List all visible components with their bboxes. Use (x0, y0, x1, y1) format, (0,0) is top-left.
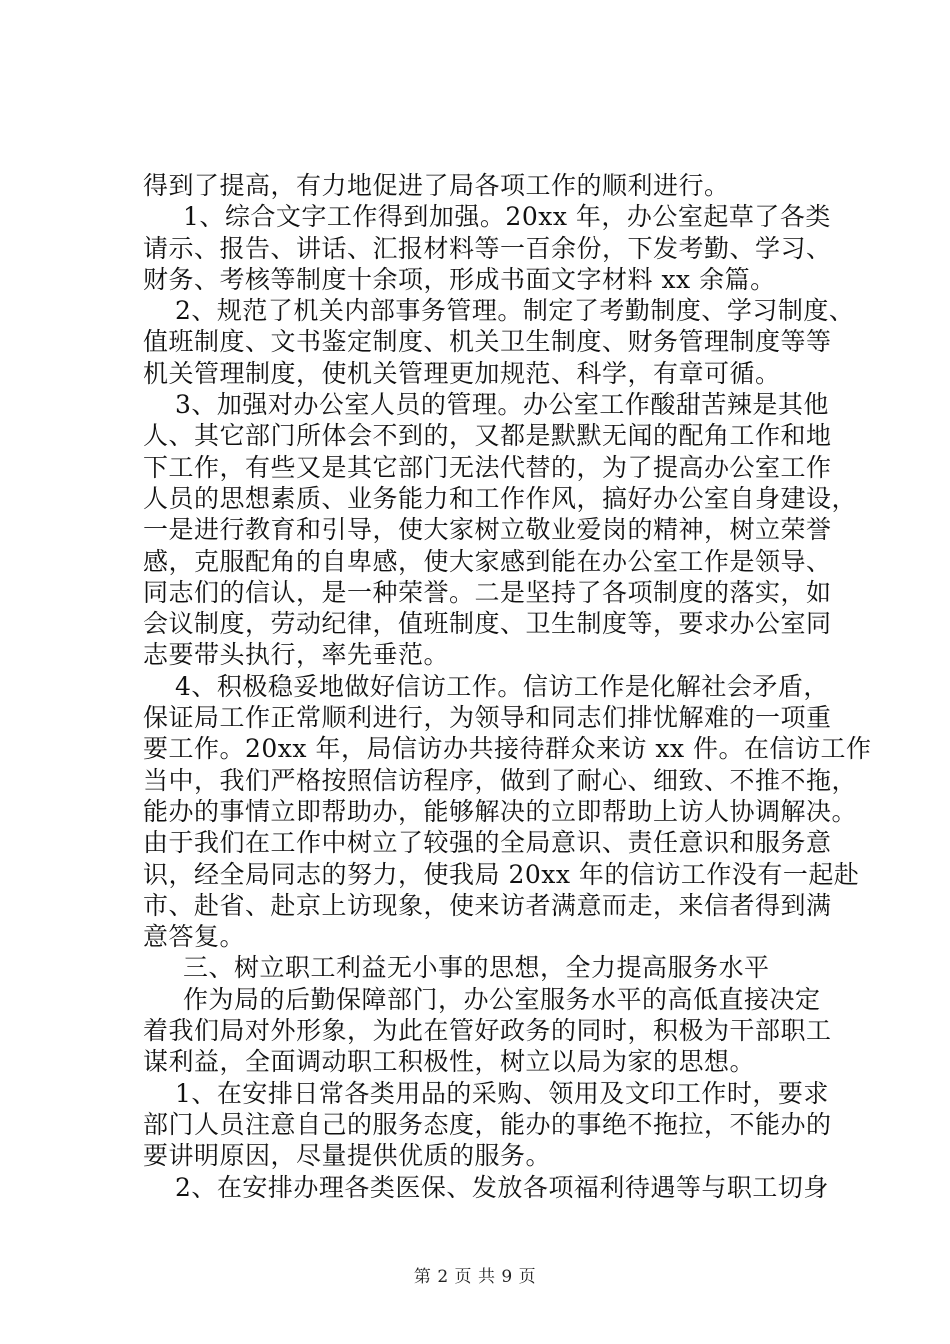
text-line: 三、树立职工利益无小事的思想，全力提高服务水平 (183, 953, 770, 983)
text-line: 得到了提高，有力地促进了局各项工作的顺利进行。 (143, 171, 730, 200)
text-line: 人、其它部门所体会不到的，又都是默默无闻的配角工作和地 (143, 421, 832, 451)
text-line: 意答复。 (143, 922, 246, 952)
text-line: 一是进行教育和引导，使大家树立敬业爱岗的精神，树立荣誉 (143, 515, 832, 545)
text-line: 作为局的后勤保障部门，办公室服务水平的高低直接决定 (183, 984, 821, 1014)
text-line: 志要带头执行，率先垂范。 (143, 640, 450, 670)
text-line: 2、在安排办理各类医保、发放各项福利待遇等与职工切身 (175, 1172, 829, 1202)
document-body (143, 170, 872, 1203)
text-line: 要讲明原因，尽量提供优质的服务。 (143, 1141, 552, 1171)
text-line: 保证局工作正常顺利进行，为领导和同志们排忧解难的一项重 (143, 703, 832, 733)
text-line: 3、加强对办公室人员的管理。办公室工作酸甜苦辣是其他 (175, 390, 829, 420)
text-line: 4、积极稳妥地做好信访工作。信访工作是化解社会矛盾， (175, 671, 829, 701)
text-line: 机关管理制度，使机关管理更加规范、科学，有章可循。 (143, 358, 781, 388)
text-line: 请示、报告、讲话、汇报材料等一百余份，下发考勤、学习、 (143, 233, 832, 263)
text-line: 人员的思想素质、业务能力和工作作风，搞好办公室自身建设， (143, 483, 858, 513)
text-line: 能办的事情立即帮助办，能够解决的立即帮助上访人协调解决。 (143, 796, 858, 826)
text-line: 同志们的信认，是一种荣誉。二是坚持了各项制度的落实，如 (143, 577, 832, 607)
text-line: 识，经全局同志的努力，使我局 20xx 年的信访工作没有一起赴 (143, 859, 860, 889)
text-line: 值班制度、文书鉴定制度、机关卫生制度、财务管理制度等等 (143, 327, 832, 357)
text-line: 谋利益，全面调动职工积极性，树立以局为家的思想。 (143, 1047, 756, 1077)
text-line: 1、在安排日常各类用品的采购、领用及文印工作时，要求 (175, 1078, 829, 1108)
text-line: 会议制度，劳动纪律，值班制度、卫生制度等，要求办公室同 (143, 609, 832, 639)
page-footer: 第 2 页 共 9 页 (413, 1267, 537, 1287)
text-line: 市、赴省、赴京上访现象，使来访者满意而走，来信者得到满 (143, 890, 832, 920)
text-line: 1、综合文字工作得到加强。20xx 年，办公室起草了各类 (183, 202, 831, 232)
text-line: 部门人员注意自己的服务态度，能办的事绝不拖拉，不能办的 (143, 1109, 832, 1139)
text-line: 由于我们在工作中树立了较强的全局意识、责任意识和服务意 (143, 828, 832, 858)
text-line: 2、规范了机关内部事务管理。制定了考勤制度、学习制度、 (175, 296, 855, 326)
text-line: 财务、考核等制度十余项，形成书面文字材料 xx 余篇。 (143, 264, 776, 294)
text-line: 要工作。20xx 年，局信访办共接待群众来访 xx 件。在信访工作 (143, 734, 872, 764)
text-line: 感，克服配角的自卑感，使大家感到能在办公室工作是领导、 (143, 546, 832, 576)
text-line: 当中，我们严格按照信访程序，做到了耐心、细致、不推不拖， (143, 765, 858, 795)
text-line: 下工作，有些又是其它部门无法代替的，为了提高办公室工作 (143, 452, 832, 482)
text-line: 着我们局对外形象，为此在管好政务的同时，积极为干部职工 (143, 1016, 832, 1046)
